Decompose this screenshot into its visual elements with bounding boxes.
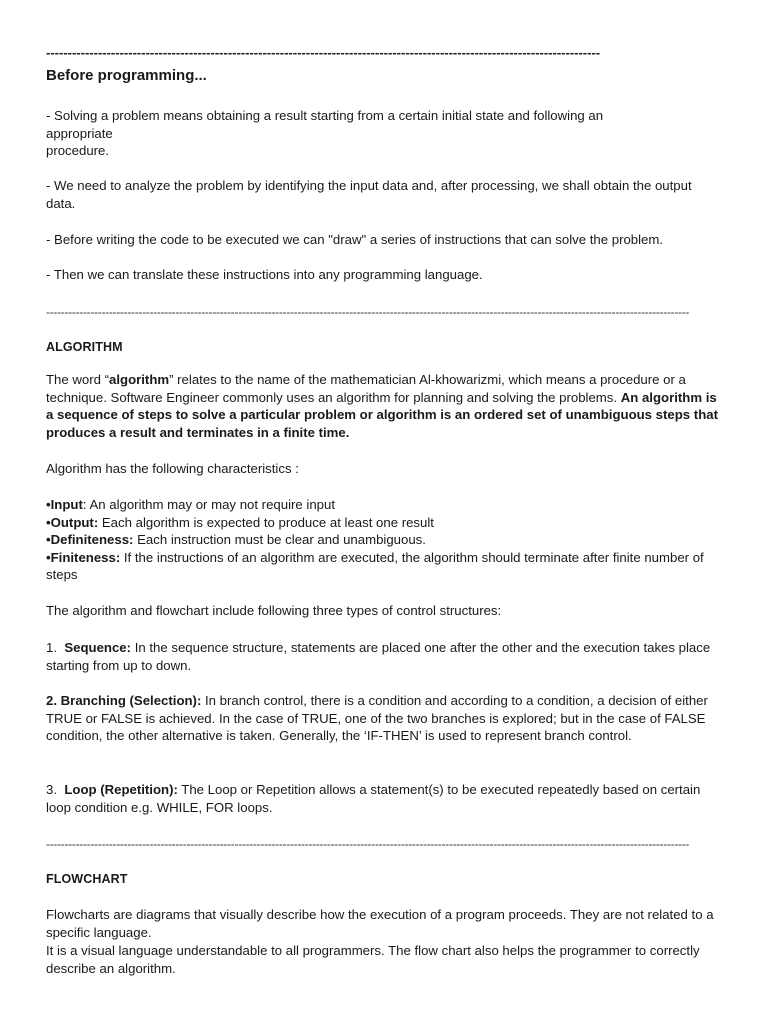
characteristic-item (46, 514, 722, 532)
characteristic-label: •Definiteness: (46, 532, 134, 548)
paragraph-line: - Solving a problem means obtaining a result starting from a certain initial state and following an (46, 108, 604, 123)
characteristic-item (46, 496, 722, 514)
separator: ------------------------------------------------------------------------------------------------------------------------------------------------------------------------------ (46, 837, 690, 851)
structure-loop (46, 781, 722, 816)
characteristics-list (46, 496, 722, 584)
separator-top: -------------------------------------------------------------------------------------------------------------------------------- (46, 45, 601, 60)
paragraph-characteristics-intro: Algorithm has the following characteristics : (46, 461, 299, 476)
structure-text: In branch control, there is a condition and according to a condition, a decision of either TRUE or FALSE is achieved. In the case of TRUE, one of the two branches is explored; but in the case of FALSE condition, the other alternative is taken. Generally, the ‘IF-THEN’ is used to represent branch control. (46, 693, 708, 744)
characteristic-text: An algorithm may or may not require input (86, 497, 335, 512)
characteristic-label: •Finiteness: (46, 549, 121, 565)
structure-label: Loop (Repetition): (64, 782, 178, 797)
characteristic-label: •Input (46, 497, 83, 512)
structure-prefix: 1. (46, 640, 65, 655)
characteristic-sep: : (82, 497, 87, 512)
characteristic-label: •Output: (46, 514, 99, 530)
paragraph-draw-instructions: - Before writing the code to be executed we can "draw" a series of instructions that can solve the problem. (46, 232, 664, 247)
section-heading-flowchart: FLOWCHART (46, 872, 128, 886)
paragraph-flowchart-definition: Flowcharts are diagrams that visually describe how the execution of a program proceeds. They are not related to a specific language. (46, 907, 714, 940)
paragraph-translate-instructions: - Then we can translate these instructions into any programming language. (46, 267, 483, 282)
text-run: The word “ (46, 372, 110, 387)
characteristic-text: Each instruction must be clear and unambiguous. (133, 532, 426, 548)
text-run: ” relates to the name of the mathematician Al-khowarizmi, which means a procedure or a technique. Software Engineer commonly uses an algorithm for planning and solving the problems. (46, 372, 686, 405)
bold-term-algorithm: algorithm (109, 372, 170, 387)
bold-definition: An algorithm is a sequence of steps to solve a particular problem or algorithm is an ordered set of unambiguous steps that produces a result and terminates in a finite time. (46, 389, 718, 440)
structure-label: Sequence: (64, 640, 132, 655)
paragraph-analyze-problem: - We need to analyze the problem by identifying the input data and, after processing, we shall obtain the output data. (46, 178, 692, 211)
section-title-before-programming: Before programming... (46, 67, 207, 84)
structure-label: 2. Branching (Selection): (46, 693, 202, 708)
section-heading-algorithm: ALGORITHM (46, 340, 123, 354)
paragraph-flowchart-visual-language: It is a visual language understandable to all programmers. The flow chart also helps the programmer to correctly describe an algorithm. (46, 943, 700, 976)
paragraph-solving-problem (46, 107, 722, 160)
paragraph-line: procedure. (46, 143, 110, 159)
characteristic-text: Each algorithm is expected to produce at least one result (98, 514, 434, 530)
structure-prefix: 3. (46, 782, 65, 797)
characteristic-text: If the instructions of an algorithm are executed, the algorithm should terminate after finite number of steps (46, 549, 704, 583)
characteristic-item (46, 531, 722, 549)
paragraph-algorithm-definition (46, 371, 722, 441)
characteristic-item (46, 549, 722, 584)
structure-sequence (46, 639, 722, 674)
paragraph-line: appropriate (46, 125, 113, 141)
paragraph-structures-intro: The algorithm and flowchart include following three types of control structures: (46, 603, 502, 618)
separator: ------------------------------------------------------------------------------------------------------------------------------------------------------------------------------ (46, 305, 690, 319)
structure-branching (46, 692, 722, 745)
structure-text: The Loop or Repetition allows a statement(s) to be executed repeatedly based on certain loop condition e.g. WHILE, FOR loops. (46, 782, 701, 815)
structure-text: In the sequence structure, statements are placed one after the other and the execution takes place starting from up to down. (46, 640, 711, 673)
